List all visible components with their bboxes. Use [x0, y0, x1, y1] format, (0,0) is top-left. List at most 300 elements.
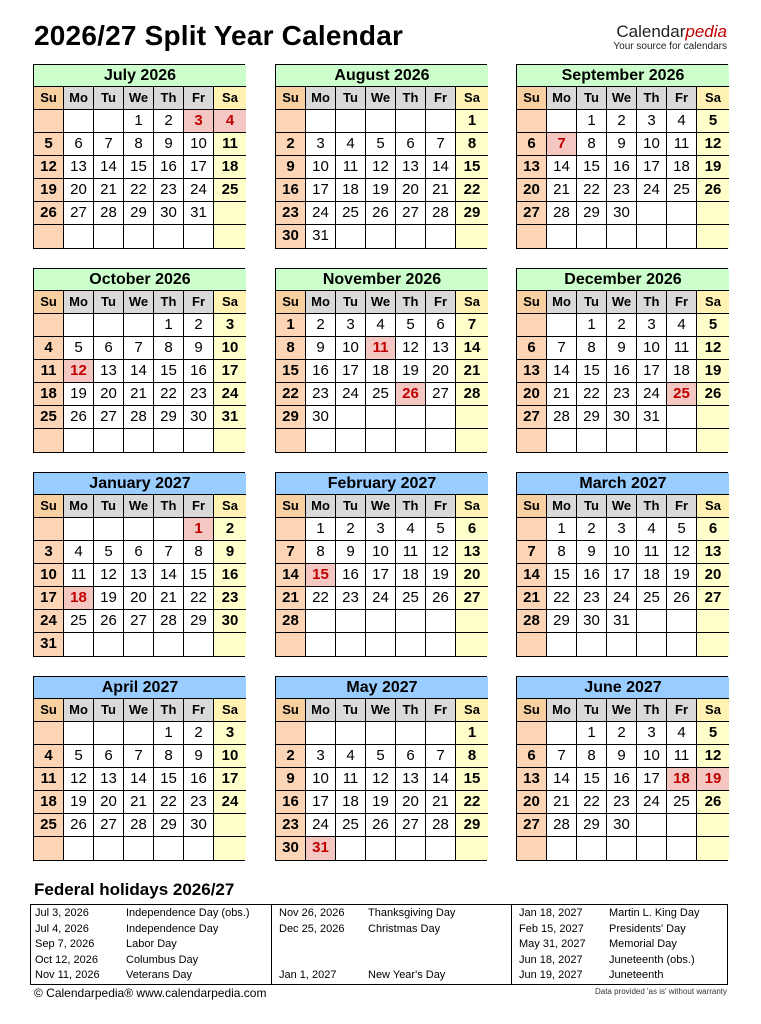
day-cell[interactable]: 18	[667, 156, 697, 179]
day-cell[interactable]: 21	[547, 791, 577, 814]
day-cell[interactable]: 11	[667, 133, 697, 156]
day-cell[interactable]: 2	[336, 518, 366, 541]
day-cell[interactable]: 3	[637, 314, 667, 337]
day-cell[interactable]: 21	[124, 791, 154, 814]
day-cell[interactable]: 8	[577, 133, 607, 156]
day-cell[interactable]: 1	[577, 722, 607, 745]
day-cell[interactable]: 26	[64, 406, 94, 429]
day-cell[interactable]: 8	[456, 133, 488, 156]
day-cell[interactable]: 10	[306, 768, 336, 791]
day-cell[interactable]: 2	[607, 314, 637, 337]
day-cell[interactable]: 17	[214, 768, 246, 791]
day-cell[interactable]: 11	[214, 133, 246, 156]
day-cell[interactable]: 23	[184, 383, 214, 406]
day-cell[interactable]: 8	[577, 337, 607, 360]
day-cell[interactable]: 5	[697, 722, 729, 745]
day-cell[interactable]: 29	[154, 406, 184, 429]
day-cell[interactable]: 31	[637, 406, 667, 429]
day-cell[interactable]: 15	[184, 564, 214, 587]
day-cell[interactable]: 26	[366, 814, 396, 837]
day-cell[interactable]: 11	[396, 541, 426, 564]
day-cell[interactable]: 24	[336, 383, 366, 406]
day-cell[interactable]: 1	[577, 314, 607, 337]
day-cell[interactable]: 31	[306, 837, 336, 860]
day-cell[interactable]: 20	[94, 791, 124, 814]
day-cell[interactable]: 12	[366, 768, 396, 791]
day-cell[interactable]: 4	[214, 110, 246, 133]
day-cell[interactable]: 12	[396, 337, 426, 360]
day-cell[interactable]: 5	[697, 314, 729, 337]
day-cell[interactable]: 3	[637, 110, 667, 133]
day-cell[interactable]: 28	[426, 202, 456, 225]
day-cell[interactable]: 29	[577, 202, 607, 225]
day-cell[interactable]: 31	[607, 610, 637, 633]
day-cell[interactable]: 23	[607, 179, 637, 202]
day-cell[interactable]: 13	[456, 541, 488, 564]
day-cell[interactable]: 23	[336, 587, 366, 610]
day-cell[interactable]: 26	[697, 383, 729, 406]
day-cell[interactable]: 20	[697, 564, 729, 587]
day-cell[interactable]: 19	[667, 564, 697, 587]
day-cell[interactable]: 26	[366, 202, 396, 225]
day-cell[interactable]: 12	[697, 745, 729, 768]
day-cell[interactable]: 17	[637, 768, 667, 791]
day-cell[interactable]: 12	[64, 768, 94, 791]
day-cell[interactable]: 28	[426, 814, 456, 837]
day-cell[interactable]: 16	[214, 564, 246, 587]
day-cell[interactable]: 2	[214, 518, 246, 541]
day-cell[interactable]: 11	[336, 768, 366, 791]
day-cell[interactable]: 4	[64, 541, 94, 564]
day-cell[interactable]: 6	[517, 745, 547, 768]
day-cell[interactable]: 21	[456, 360, 488, 383]
day-cell[interactable]: 25	[667, 383, 697, 406]
day-cell[interactable]: 1	[577, 110, 607, 133]
day-cell[interactable]: 1	[154, 314, 184, 337]
day-cell[interactable]: 14	[124, 768, 154, 791]
day-cell[interactable]: 24	[214, 791, 246, 814]
day-cell[interactable]: 25	[667, 791, 697, 814]
day-cell[interactable]: 6	[456, 518, 488, 541]
day-cell[interactable]: 13	[94, 768, 124, 791]
day-cell[interactable]: 22	[547, 587, 577, 610]
day-cell[interactable]: 12	[426, 541, 456, 564]
day-cell[interactable]: 2	[607, 722, 637, 745]
day-cell[interactable]: 10	[214, 745, 246, 768]
day-cell[interactable]: 24	[306, 814, 336, 837]
day-cell[interactable]: 24	[637, 791, 667, 814]
day-cell[interactable]: 13	[517, 768, 547, 791]
day-cell[interactable]: 28	[124, 406, 154, 429]
day-cell[interactable]: 3	[637, 722, 667, 745]
day-cell[interactable]: 16	[184, 768, 214, 791]
day-cell[interactable]: 29	[577, 814, 607, 837]
day-cell[interactable]: 10	[184, 133, 214, 156]
day-cell[interactable]: 23	[306, 383, 336, 406]
day-cell[interactable]: 8	[184, 541, 214, 564]
footer-copyright[interactable]: © Calendarpedia® www.calendarpedia.com	[34, 986, 267, 1000]
day-cell[interactable]: 6	[64, 133, 94, 156]
day-cell[interactable]: 22	[577, 179, 607, 202]
day-cell[interactable]: 19	[697, 156, 729, 179]
day-cell[interactable]: 2	[607, 110, 637, 133]
day-cell[interactable]: 23	[577, 587, 607, 610]
day-cell[interactable]: 6	[124, 541, 154, 564]
day-cell[interactable]: 24	[306, 202, 336, 225]
day-cell[interactable]: 21	[426, 791, 456, 814]
day-cell[interactable]: 7	[456, 314, 488, 337]
day-cell[interactable]: 11	[667, 745, 697, 768]
day-cell[interactable]: 14	[456, 337, 488, 360]
day-cell[interactable]: 23	[607, 791, 637, 814]
day-cell[interactable]: 2	[184, 314, 214, 337]
day-cell[interactable]: 7	[517, 541, 547, 564]
day-cell[interactable]: 16	[607, 156, 637, 179]
brand-logo[interactable]	[613, 22, 727, 52]
day-cell[interactable]: 26	[667, 587, 697, 610]
day-cell[interactable]: 21	[124, 383, 154, 406]
day-cell[interactable]: 20	[94, 383, 124, 406]
day-cell[interactable]: 22	[154, 383, 184, 406]
day-cell[interactable]: 27	[517, 202, 547, 225]
day-cell[interactable]: 30	[214, 610, 246, 633]
day-cell[interactable]: 22	[456, 179, 488, 202]
day-cell[interactable]: 8	[547, 541, 577, 564]
day-cell[interactable]: 11	[34, 360, 64, 383]
day-cell[interactable]: 27	[124, 610, 154, 633]
day-cell[interactable]: 10	[637, 745, 667, 768]
day-cell[interactable]: 29	[547, 610, 577, 633]
day-cell[interactable]: 22	[276, 383, 306, 406]
day-cell[interactable]: 21	[517, 587, 547, 610]
day-cell[interactable]: 25	[214, 179, 246, 202]
day-cell[interactable]: 16	[306, 360, 336, 383]
day-cell[interactable]: 6	[517, 133, 547, 156]
day-cell[interactable]: 2	[184, 722, 214, 745]
day-cell[interactable]: 1	[456, 722, 488, 745]
day-cell[interactable]: 18	[366, 360, 396, 383]
day-cell[interactable]: 1	[154, 722, 184, 745]
day-cell[interactable]: 24	[34, 610, 64, 633]
day-cell[interactable]: 27	[517, 406, 547, 429]
day-cell[interactable]: 5	[667, 518, 697, 541]
day-cell[interactable]: 4	[34, 337, 64, 360]
day-cell[interactable]: 3	[607, 518, 637, 541]
day-cell[interactable]: 16	[336, 564, 366, 587]
day-cell[interactable]: 12	[667, 541, 697, 564]
day-cell[interactable]: 10	[306, 156, 336, 179]
day-cell[interactable]: 22	[154, 791, 184, 814]
day-cell[interactable]: 13	[697, 541, 729, 564]
day-cell[interactable]: 8	[154, 745, 184, 768]
day-cell[interactable]: 29	[577, 406, 607, 429]
day-cell[interactable]: 30	[577, 610, 607, 633]
day-cell[interactable]: 7	[426, 745, 456, 768]
day-cell[interactable]: 25	[637, 587, 667, 610]
day-cell[interactable]: 25	[336, 202, 366, 225]
day-cell[interactable]: 14	[94, 156, 124, 179]
day-cell[interactable]: 4	[336, 133, 366, 156]
day-cell[interactable]: 30	[607, 202, 637, 225]
day-cell[interactable]: 31	[306, 225, 336, 248]
day-cell[interactable]: 20	[456, 564, 488, 587]
day-cell[interactable]: 7	[426, 133, 456, 156]
day-cell[interactable]: 25	[336, 814, 366, 837]
day-cell[interactable]: 12	[697, 133, 729, 156]
day-cell[interactable]: 15	[306, 564, 336, 587]
day-cell[interactable]: 25	[667, 179, 697, 202]
day-cell[interactable]: 21	[426, 179, 456, 202]
day-cell[interactable]: 19	[697, 360, 729, 383]
day-cell[interactable]: 26	[64, 814, 94, 837]
day-cell[interactable]: 28	[456, 383, 488, 406]
day-cell[interactable]: 3	[306, 133, 336, 156]
day-cell[interactable]: 13	[396, 156, 426, 179]
day-cell[interactable]: 9	[577, 541, 607, 564]
day-cell[interactable]: 20	[426, 360, 456, 383]
day-cell[interactable]: 5	[366, 745, 396, 768]
day-cell[interactable]: 19	[366, 791, 396, 814]
day-cell[interactable]: 13	[426, 337, 456, 360]
day-cell[interactable]: 2	[276, 745, 306, 768]
day-cell[interactable]: 16	[607, 768, 637, 791]
day-cell[interactable]: 4	[667, 722, 697, 745]
day-cell[interactable]: 16	[607, 360, 637, 383]
day-cell[interactable]: 13	[94, 360, 124, 383]
day-cell[interactable]: 5	[366, 133, 396, 156]
day-cell[interactable]: 15	[547, 564, 577, 587]
day-cell[interactable]: 29	[276, 406, 306, 429]
day-cell[interactable]: 1	[456, 110, 488, 133]
day-cell[interactable]: 29	[154, 814, 184, 837]
day-cell[interactable]: 13	[517, 360, 547, 383]
day-cell[interactable]: 14	[547, 156, 577, 179]
day-cell[interactable]: 14	[547, 768, 577, 791]
day-cell[interactable]: 10	[366, 541, 396, 564]
day-cell[interactable]: 26	[34, 202, 64, 225]
day-cell[interactable]: 5	[396, 314, 426, 337]
day-cell[interactable]: 16	[184, 360, 214, 383]
day-cell[interactable]: 15	[577, 156, 607, 179]
day-cell[interactable]: 13	[396, 768, 426, 791]
day-cell[interactable]: 24	[214, 383, 246, 406]
day-cell[interactable]: 19	[366, 179, 396, 202]
day-cell[interactable]: 13	[124, 564, 154, 587]
day-cell[interactable]: 15	[276, 360, 306, 383]
day-cell[interactable]: 2	[276, 133, 306, 156]
day-cell[interactable]: 22	[306, 587, 336, 610]
day-cell[interactable]: 28	[547, 202, 577, 225]
day-cell[interactable]: 28	[94, 202, 124, 225]
day-cell[interactable]: 30	[306, 406, 336, 429]
day-cell[interactable]: 31	[214, 406, 246, 429]
day-cell[interactable]: 17	[34, 587, 64, 610]
day-cell[interactable]: 10	[214, 337, 246, 360]
day-cell[interactable]: 17	[366, 564, 396, 587]
day-cell[interactable]: 10	[607, 541, 637, 564]
day-cell[interactable]: 14	[276, 564, 306, 587]
day-cell[interactable]: 28	[276, 610, 306, 633]
day-cell[interactable]: 19	[426, 564, 456, 587]
day-cell[interactable]: 18	[214, 156, 246, 179]
day-cell[interactable]: 14	[426, 768, 456, 791]
day-cell[interactable]: 20	[517, 383, 547, 406]
day-cell[interactable]: 25	[34, 406, 64, 429]
day-cell[interactable]: 9	[607, 337, 637, 360]
day-cell[interactable]: 18	[396, 564, 426, 587]
day-cell[interactable]: 26	[697, 179, 729, 202]
day-cell[interactable]: 13	[64, 156, 94, 179]
day-cell[interactable]: 30	[276, 837, 306, 860]
day-cell[interactable]: 3	[336, 314, 366, 337]
day-cell[interactable]: 9	[184, 745, 214, 768]
day-cell[interactable]: 19	[64, 383, 94, 406]
day-cell[interactable]: 20	[396, 179, 426, 202]
day-cell[interactable]: 21	[547, 383, 577, 406]
day-cell[interactable]: 8	[124, 133, 154, 156]
day-cell[interactable]: 18	[336, 179, 366, 202]
day-cell[interactable]: 2	[306, 314, 336, 337]
day-cell[interactable]: 12	[34, 156, 64, 179]
day-cell[interactable]: 5	[64, 745, 94, 768]
day-cell[interactable]: 30	[184, 406, 214, 429]
day-cell[interactable]: 22	[184, 587, 214, 610]
day-cell[interactable]: 17	[214, 360, 246, 383]
day-cell[interactable]: 9	[306, 337, 336, 360]
day-cell[interactable]: 5	[697, 110, 729, 133]
day-cell[interactable]: 5	[94, 541, 124, 564]
day-cell[interactable]: 25	[366, 383, 396, 406]
day-cell[interactable]: 15	[577, 360, 607, 383]
day-cell[interactable]: 7	[124, 745, 154, 768]
day-cell[interactable]: 10	[34, 564, 64, 587]
day-cell[interactable]: 11	[64, 564, 94, 587]
day-cell[interactable]: 2	[577, 518, 607, 541]
day-cell[interactable]: 13	[517, 156, 547, 179]
day-cell[interactable]: 25	[396, 587, 426, 610]
day-cell[interactable]: 8	[276, 337, 306, 360]
day-cell[interactable]: 30	[184, 814, 214, 837]
day-cell[interactable]: 15	[154, 360, 184, 383]
day-cell[interactable]: 7	[154, 541, 184, 564]
day-cell[interactable]: 30	[154, 202, 184, 225]
day-cell[interactable]: 20	[517, 791, 547, 814]
day-cell[interactable]: 27	[697, 587, 729, 610]
day-cell[interactable]: 1	[547, 518, 577, 541]
day-cell[interactable]: 29	[124, 202, 154, 225]
day-cell[interactable]: 8	[154, 337, 184, 360]
day-cell[interactable]: 3	[306, 745, 336, 768]
day-cell[interactable]: 10	[336, 337, 366, 360]
day-cell[interactable]: 5	[426, 518, 456, 541]
day-cell[interactable]: 17	[637, 360, 667, 383]
day-cell[interactable]: 20	[124, 587, 154, 610]
day-cell[interactable]: 11	[34, 768, 64, 791]
day-cell[interactable]: 22	[124, 179, 154, 202]
day-cell[interactable]: 27	[517, 814, 547, 837]
day-cell[interactable]: 4	[396, 518, 426, 541]
day-cell[interactable]: 17	[607, 564, 637, 587]
day-cell[interactable]: 2	[154, 110, 184, 133]
day-cell[interactable]: 22	[456, 791, 488, 814]
day-cell[interactable]: 4	[336, 745, 366, 768]
day-cell[interactable]: 24	[366, 587, 396, 610]
day-cell[interactable]: 4	[366, 314, 396, 337]
day-cell[interactable]: 29	[184, 610, 214, 633]
day-cell[interactable]: 20	[396, 791, 426, 814]
day-cell[interactable]: 25	[34, 814, 64, 837]
day-cell[interactable]: 26	[396, 383, 426, 406]
day-cell[interactable]: 19	[94, 587, 124, 610]
day-cell[interactable]: 7	[547, 337, 577, 360]
day-cell[interactable]: 11	[667, 337, 697, 360]
day-cell[interactable]: 14	[124, 360, 154, 383]
day-cell[interactable]: 31	[34, 633, 64, 656]
day-cell[interactable]: 4	[34, 745, 64, 768]
day-cell[interactable]: 16	[154, 156, 184, 179]
day-cell[interactable]: 23	[276, 202, 306, 225]
day-cell[interactable]: 1	[276, 314, 306, 337]
day-cell[interactable]: 30	[607, 814, 637, 837]
day-cell[interactable]: 23	[607, 383, 637, 406]
day-cell[interactable]: 20	[64, 179, 94, 202]
day-cell[interactable]: 23	[214, 587, 246, 610]
day-cell[interactable]: 27	[426, 383, 456, 406]
day-cell[interactable]: 3	[34, 541, 64, 564]
day-cell[interactable]: 24	[637, 179, 667, 202]
day-cell[interactable]: 26	[426, 587, 456, 610]
day-cell[interactable]: 9	[276, 768, 306, 791]
day-cell[interactable]: 28	[154, 610, 184, 633]
day-cell[interactable]: 8	[456, 745, 488, 768]
day-cell[interactable]: 23	[276, 814, 306, 837]
day-cell[interactable]: 1	[124, 110, 154, 133]
day-cell[interactable]: 4	[667, 314, 697, 337]
day-cell[interactable]: 6	[94, 337, 124, 360]
day-cell[interactable]: 14	[517, 564, 547, 587]
day-cell[interactable]: 19	[34, 179, 64, 202]
day-cell[interactable]: 12	[94, 564, 124, 587]
day-cell[interactable]: 6	[396, 745, 426, 768]
day-cell[interactable]: 27	[396, 202, 426, 225]
day-cell[interactable]: 9	[276, 156, 306, 179]
day-cell[interactable]: 27	[456, 587, 488, 610]
day-cell[interactable]: 28	[517, 610, 547, 633]
day-cell[interactable]: 31	[184, 202, 214, 225]
day-cell[interactable]: 26	[697, 791, 729, 814]
day-cell[interactable]: 1	[184, 518, 214, 541]
day-cell[interactable]: 9	[154, 133, 184, 156]
day-cell[interactable]: 6	[396, 133, 426, 156]
day-cell[interactable]: 1	[306, 518, 336, 541]
day-cell[interactable]: 25	[64, 610, 94, 633]
day-cell[interactable]: 11	[336, 156, 366, 179]
day-cell[interactable]: 5	[64, 337, 94, 360]
day-cell[interactable]: 21	[276, 587, 306, 610]
day-cell[interactable]: 24	[637, 383, 667, 406]
day-cell[interactable]: 29	[456, 202, 488, 225]
day-cell[interactable]: 16	[577, 564, 607, 587]
day-cell[interactable]: 8	[577, 745, 607, 768]
day-cell[interactable]: 7	[276, 541, 306, 564]
day-cell[interactable]: 24	[184, 179, 214, 202]
day-cell[interactable]: 7	[94, 133, 124, 156]
day-cell[interactable]: 21	[94, 179, 124, 202]
day-cell[interactable]: 8	[306, 541, 336, 564]
day-cell[interactable]: 6	[426, 314, 456, 337]
day-cell[interactable]: 30	[276, 225, 306, 248]
day-cell[interactable]: 18	[34, 791, 64, 814]
